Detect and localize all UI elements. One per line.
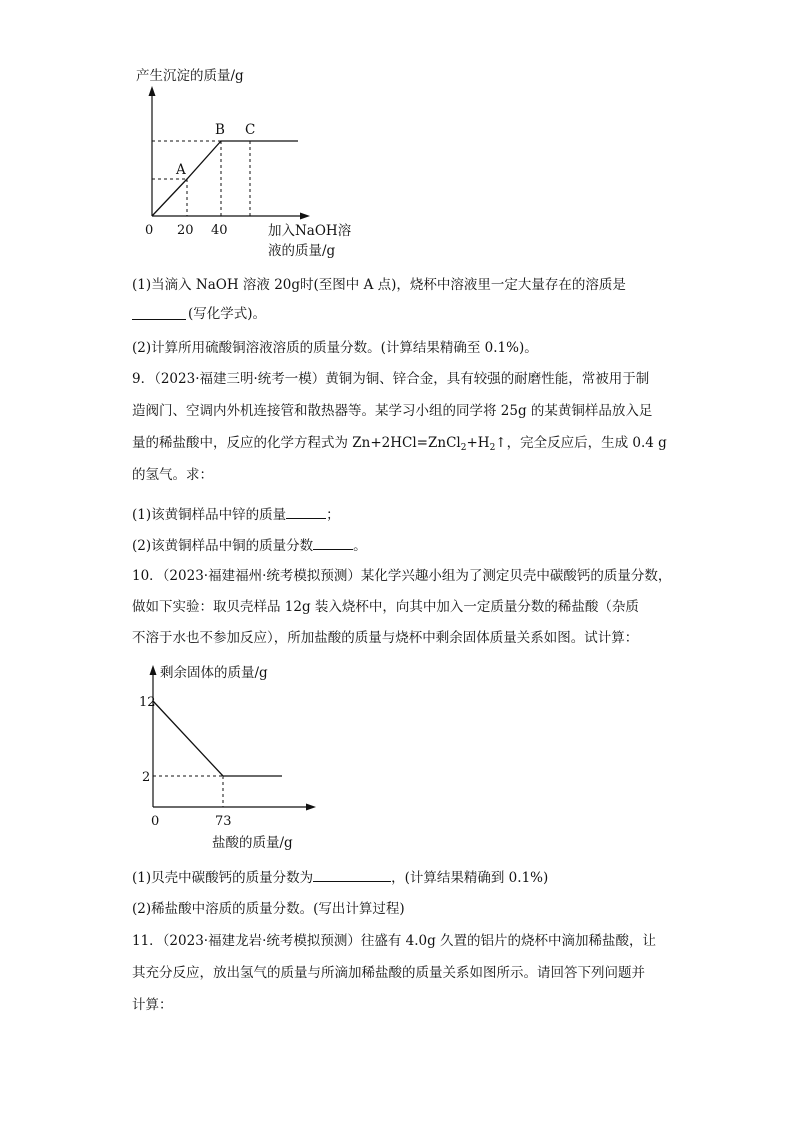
chart-residual-solid-vs-hcl	[120, 655, 350, 855]
q9-part2	[132, 536, 367, 555]
q9-equation-part1: 量的稀盐酸中，反应的化学方程式为 Zn+2HCl=ZnCl	[132, 435, 461, 451]
q9-part2-suffix: 。	[353, 538, 367, 554]
q9-part1	[132, 505, 340, 524]
chart-precipitate-vs-naoh	[120, 60, 380, 265]
chart2-origin-label: 0	[151, 814, 160, 829]
chart1-x-tick-40: 40	[211, 223, 228, 238]
q9-stem-line1: 9．（2023·福建三明·统考一模）黄铜为铜、锌合金，具有较强的耐磨性能，常被用于制	[132, 371, 650, 387]
q9-stem-line2: 造阀门、空调内外机连接管和散热器等。某学习小组的同学将 25g 的某黄铜样品放入足	[132, 403, 653, 419]
q9-part1-suffix: ；	[326, 507, 340, 523]
q10-part1-suffix: ，(计算结果精确到 0.1%)	[391, 870, 549, 886]
q11-stem-line1: 11．（2023·福建龙岩·统考模拟预测）往盛有 4.0g 久置的铝片的烧杯中滴加稀盐酸，让	[132, 933, 657, 949]
q10-stem-line3: 不溶于水也不参加反应），所加盐酸的质量与烧杯中剩余固体质量关系如图。试计算：	[132, 630, 639, 646]
chart2-y-tick-2: 2	[142, 770, 151, 785]
chart1-point-label-c: C	[245, 122, 256, 138]
q9-equation-part3: ↑，完全反应后，生成 0.4 g	[495, 435, 667, 451]
q8-part1-answer-line	[132, 305, 186, 320]
q9-part2-answer-line	[313, 536, 353, 550]
q9-equation-part2: +H	[466, 435, 490, 451]
chart1-origin-label: 0	[145, 223, 154, 238]
q8-part1: (1)当滴入 NaOH 溶液 20g时(至图中 A 点)，烧杯中溶液里一定大量存在的溶质是	[132, 277, 626, 293]
chart2-x-axis-label: 盐酸的质量/g	[212, 835, 293, 851]
chart1-y-axis-arrow	[149, 86, 156, 96]
q10-stem-line2: 做如下实验：取贝壳样品 12g 装入烧杯中，向其中加入一定质量分数的稀盐酸（杂质	[132, 599, 639, 615]
q11-stem-line2: 其充分反应，放出氢气的质量与所滴加稀盐酸的质量关系如图所示。请回答下列问题并	[132, 965, 645, 981]
chart1-series-line	[152, 141, 298, 216]
chart1-x-tick-20: 20	[177, 223, 194, 238]
chart2-x-tick-73: 73	[215, 814, 232, 829]
chart1-x-axis-label-line2: 液的质量/g	[268, 243, 336, 259]
q9-subscript-1: 2	[460, 443, 467, 453]
q9-part1-answer-line	[286, 505, 326, 519]
q9-part1-text: (1)该黄铜样品中锌的质量	[132, 507, 287, 523]
q10-part1-answer-line	[313, 868, 391, 882]
q10-stem-line1: 10．（2023·福建福州·统考模拟预测）某化学兴趣小组为了测定贝壳中碳酸钙的质量分数，	[132, 568, 672, 584]
q9-subscript-2: 2	[489, 443, 496, 453]
q9-stem-line4: 的氢气。求：	[132, 467, 213, 483]
q9-part2-text: (2)该黄铜样品中铜的质量分数	[132, 538, 314, 554]
chart2-x-axis-arrow	[306, 804, 316, 811]
chart1-x-axis-label-line1: 加入NaOH溶	[268, 223, 352, 239]
chart2-y-tick-12: 12	[139, 695, 156, 710]
q8-part1-suffix: (写化学式)。	[188, 306, 267, 322]
q9-stem-line3	[132, 434, 667, 452]
chart1-y-axis-label: 产生沉淀的质量/g	[136, 68, 244, 84]
chart1-point-label-a: A	[176, 162, 186, 178]
q10-part2: (2)稀盐酸中溶质的质量分数。(写出计算过程)	[132, 901, 405, 917]
chart1-x-axis-arrow	[300, 213, 310, 220]
chart1-point-label-b: B	[215, 122, 225, 138]
chart2-series-line	[153, 701, 282, 776]
q8-part2: (2)计算所用硫酸铜溶液溶质的质量分数。(计算结果精确至 0.1%)。	[132, 340, 538, 356]
q10-part1-text: (1)贝壳中碳酸钙的质量分数为	[132, 870, 314, 886]
chart2-y-axis-label: 剩余固体的质量/g	[160, 665, 268, 681]
q10-part1	[132, 868, 548, 887]
chart2-y-axis-arrow	[150, 665, 157, 675]
q11-stem-line3: 计算：	[132, 997, 173, 1013]
